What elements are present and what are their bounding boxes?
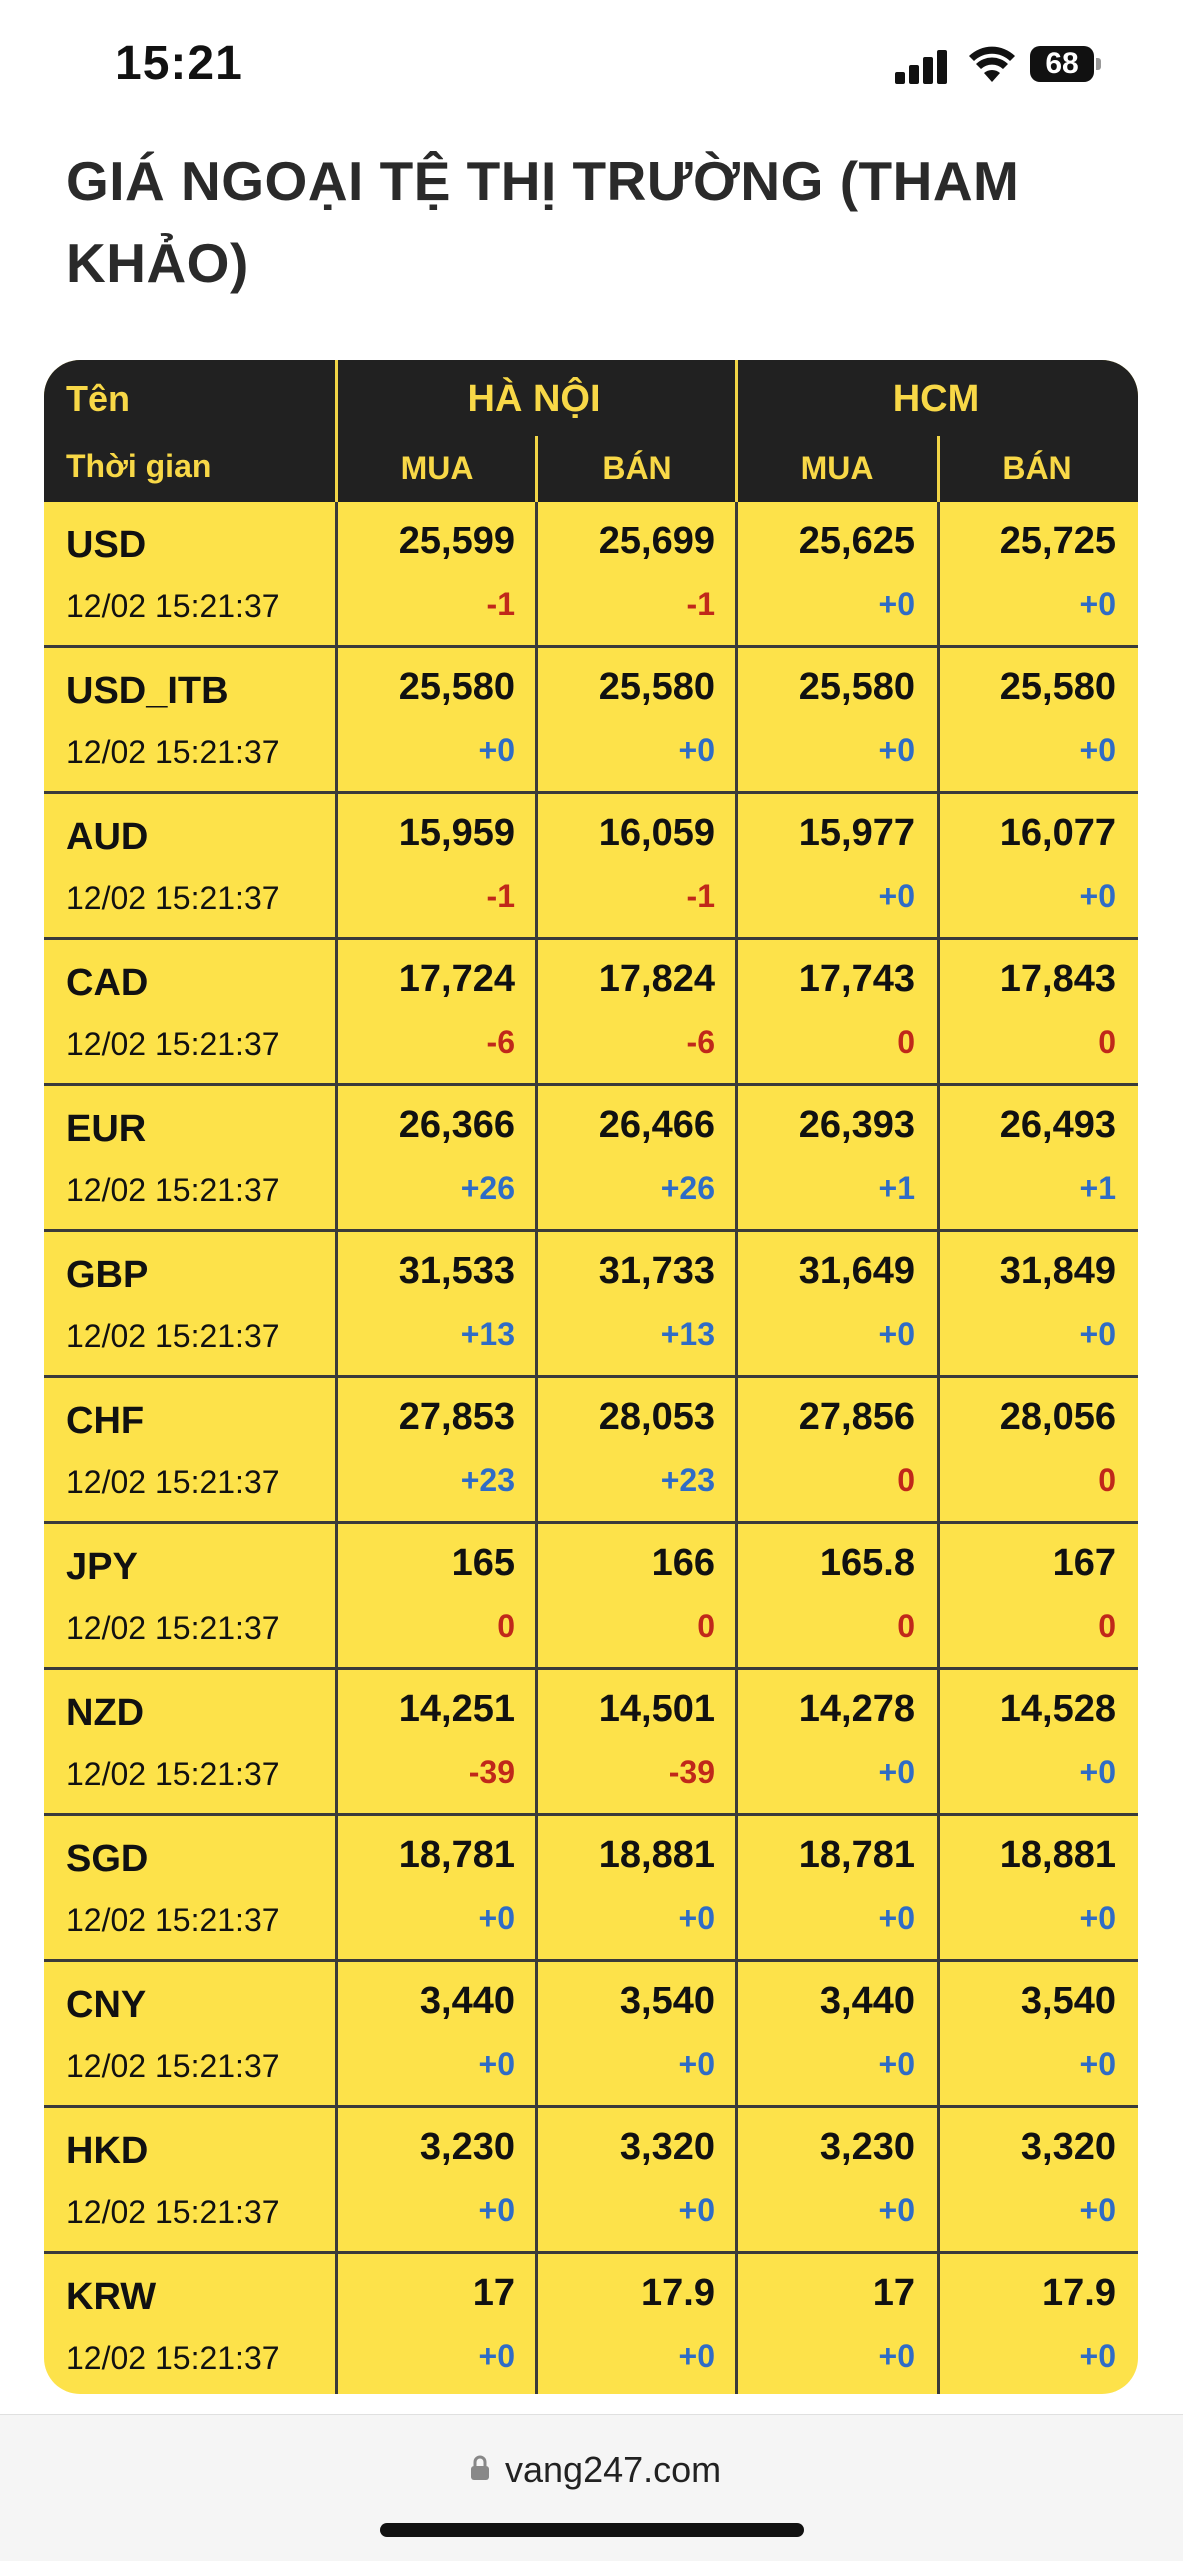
hn-buy-change: -6 bbox=[486, 1024, 515, 1060]
exchange-rate-table bbox=[44, 360, 1138, 2394]
table-row bbox=[44, 502, 1138, 648]
hcm-buy-change: 0 bbox=[897, 1462, 915, 1498]
update-time: 12/02 15:21:37 bbox=[66, 1464, 280, 1500]
update-time: 12/02 15:21:37 bbox=[66, 2048, 280, 2084]
currency-code: AUD bbox=[66, 816, 149, 858]
table-row bbox=[44, 940, 1138, 1086]
hcm-buy-change: +0 bbox=[878, 586, 915, 622]
hcm-sell-change: 0 bbox=[1098, 1462, 1116, 1498]
header-time: Thời gian bbox=[66, 448, 212, 484]
hn-buy-change: -39 bbox=[468, 1754, 515, 1790]
currency-code: KRW bbox=[66, 2276, 157, 2318]
currency-code: USD_ITB bbox=[66, 670, 229, 712]
hn-sell-price: 16,059 bbox=[598, 812, 715, 854]
hcm-sell-price: 17.9 bbox=[1042, 2272, 1116, 2314]
hcm-buy-price: 165.8 bbox=[819, 1542, 915, 1584]
hn-buy-change: +0 bbox=[478, 1900, 515, 1936]
hn-sell-change: +23 bbox=[660, 1462, 715, 1498]
update-time: 12/02 15:21:37 bbox=[66, 1610, 280, 1646]
header-name: Tên bbox=[66, 378, 131, 419]
hn-buy-change: -1 bbox=[486, 586, 515, 622]
hn-sell-price: 17,824 bbox=[598, 958, 715, 1000]
hn-sell-change: +0 bbox=[678, 1900, 715, 1936]
table-row bbox=[44, 648, 1138, 794]
hcm-buy-change: +0 bbox=[878, 878, 915, 914]
hn-buy-price: 17,724 bbox=[398, 958, 515, 1000]
hcm-sell-price: 18,881 bbox=[999, 1834, 1116, 1876]
hn-sell-change: +13 bbox=[660, 1316, 715, 1352]
hcm-sell-change: 0 bbox=[1098, 1024, 1116, 1060]
hn-sell-price: 3,320 bbox=[619, 2126, 715, 2168]
table-header bbox=[44, 360, 1138, 502]
wifi-icon bbox=[968, 44, 1016, 84]
hn-sell-price: 18,881 bbox=[598, 1834, 715, 1876]
header-hanoi-buy: MUA bbox=[400, 450, 474, 486]
hcm-buy-price: 18,781 bbox=[798, 1834, 915, 1876]
hcm-sell-change: +0 bbox=[1079, 1316, 1116, 1352]
hcm-buy-price: 26,393 bbox=[798, 1104, 915, 1146]
update-time: 12/02 15:21:37 bbox=[66, 1902, 280, 1938]
hcm-sell-change: +1 bbox=[1079, 1170, 1116, 1206]
hcm-sell-price: 17,843 bbox=[999, 958, 1116, 1000]
hn-buy-change: +0 bbox=[478, 732, 515, 768]
update-time: 12/02 15:21:37 bbox=[66, 2340, 280, 2376]
header-hcm-buy: MUA bbox=[800, 450, 874, 486]
page-title: GIÁ NGOẠI TỆ THỊ TRƯỜNG (THAM KHẢO) bbox=[66, 150, 1020, 294]
battery-icon bbox=[1030, 46, 1100, 82]
hn-buy-price: 14,251 bbox=[398, 1688, 515, 1730]
hcm-sell-price: 31,849 bbox=[999, 1250, 1116, 1292]
hcm-buy-change: +0 bbox=[878, 2192, 915, 2228]
table-row bbox=[44, 1816, 1138, 1962]
table-row bbox=[44, 1378, 1138, 1524]
hcm-buy-price: 31,649 bbox=[798, 1250, 915, 1292]
hcm-buy-change: +0 bbox=[878, 732, 915, 768]
hcm-buy-price: 17 bbox=[872, 2272, 915, 2314]
browser-url-bar[interactable] bbox=[0, 2414, 1183, 2561]
lock-icon bbox=[470, 2455, 490, 2481]
hn-buy-price: 25,580 bbox=[398, 666, 515, 708]
hcm-buy-price: 25,580 bbox=[798, 666, 915, 708]
hn-sell-change: +26 bbox=[660, 1170, 715, 1206]
cellular-signal-icon bbox=[895, 48, 955, 84]
hn-buy-price: 3,230 bbox=[419, 2126, 515, 2168]
currency-code: CHF bbox=[66, 1400, 145, 1442]
status-bar bbox=[0, 0, 1183, 130]
table-row bbox=[44, 2254, 1138, 2394]
hn-buy-price: 15,959 bbox=[398, 812, 515, 854]
hcm-buy-change: 0 bbox=[897, 1024, 915, 1060]
hn-buy-change: +0 bbox=[478, 2046, 515, 2082]
hcm-buy-change: +0 bbox=[878, 2338, 915, 2374]
hcm-buy-price: 25,625 bbox=[798, 520, 915, 562]
update-time: 12/02 15:21:37 bbox=[66, 1318, 280, 1354]
table-row bbox=[44, 1962, 1138, 2108]
hn-sell-price: 26,466 bbox=[598, 1104, 715, 1146]
hn-buy-change: +0 bbox=[478, 2192, 515, 2228]
hn-buy-change: +26 bbox=[460, 1170, 515, 1206]
table-row bbox=[44, 794, 1138, 940]
header-hcm-sell: BÁN bbox=[1002, 450, 1072, 486]
hcm-sell-change: +0 bbox=[1079, 878, 1116, 914]
hcm-buy-change: +0 bbox=[878, 1316, 915, 1352]
currency-code: NZD bbox=[66, 1692, 145, 1734]
hn-buy-price: 17 bbox=[472, 2272, 515, 2314]
hcm-buy-price: 14,278 bbox=[798, 1688, 915, 1730]
hcm-buy-change: +0 bbox=[878, 2046, 915, 2082]
header-hanoi-sell: BÁN bbox=[602, 450, 672, 486]
hn-buy-change: +23 bbox=[460, 1462, 515, 1498]
hcm-sell-price: 25,580 bbox=[999, 666, 1116, 708]
update-time: 12/02 15:21:37 bbox=[66, 734, 280, 770]
hcm-sell-price: 3,540 bbox=[1020, 1980, 1116, 2022]
hn-buy-price: 31,533 bbox=[398, 1250, 515, 1292]
update-time: 12/02 15:21:37 bbox=[66, 588, 280, 624]
update-time: 12/02 15:21:37 bbox=[66, 1172, 280, 1208]
hcm-sell-change: +0 bbox=[1079, 2338, 1116, 2374]
hn-sell-price: 166 bbox=[651, 1542, 715, 1584]
header-region-hcm: HCM bbox=[892, 378, 980, 420]
hcm-buy-price: 15,977 bbox=[798, 812, 915, 854]
hn-sell-price: 25,699 bbox=[598, 520, 715, 562]
hcm-sell-change: +0 bbox=[1079, 586, 1116, 622]
hn-sell-change: +0 bbox=[678, 2046, 715, 2082]
hcm-sell-price: 25,725 bbox=[999, 520, 1116, 562]
update-time: 12/02 15:21:37 bbox=[66, 880, 280, 916]
currency-code: HKD bbox=[66, 2130, 149, 2172]
hn-sell-price: 31,733 bbox=[598, 1250, 715, 1292]
table-row bbox=[44, 1670, 1138, 1816]
hn-sell-change: -39 bbox=[668, 1754, 715, 1790]
hcm-buy-change: +0 bbox=[878, 1754, 915, 1790]
currency-code: CNY bbox=[66, 1984, 147, 2026]
hcm-sell-price: 3,320 bbox=[1020, 2126, 1116, 2168]
hn-buy-price: 165 bbox=[451, 1542, 515, 1584]
hcm-sell-price: 167 bbox=[1052, 1542, 1116, 1584]
currency-code: EUR bbox=[66, 1108, 147, 1150]
hcm-buy-price: 3,440 bbox=[819, 1980, 915, 2022]
hn-sell-price: 17.9 bbox=[641, 2272, 715, 2314]
hcm-sell-change: +0 bbox=[1079, 732, 1116, 768]
home-indicator[interactable] bbox=[380, 2523, 804, 2537]
hcm-sell-change: 0 bbox=[1098, 1608, 1116, 1644]
hn-buy-change: +13 bbox=[460, 1316, 515, 1352]
hn-buy-price: 18,781 bbox=[398, 1834, 515, 1876]
hn-sell-price: 14,501 bbox=[598, 1688, 715, 1730]
hn-buy-change: -1 bbox=[486, 878, 515, 914]
hn-sell-change: -6 bbox=[686, 1024, 715, 1060]
hn-sell-price: 25,580 bbox=[598, 666, 715, 708]
hcm-buy-change: +0 bbox=[878, 1900, 915, 1936]
hn-sell-price: 3,540 bbox=[619, 1980, 715, 2022]
hn-sell-change: 0 bbox=[697, 1608, 715, 1644]
hcm-sell-price: 28,056 bbox=[999, 1396, 1116, 1438]
hcm-buy-price: 17,743 bbox=[798, 958, 915, 1000]
url-text: vang247.com bbox=[505, 2449, 722, 2490]
update-time: 12/02 15:21:37 bbox=[66, 1026, 280, 1062]
currency-code: JPY bbox=[66, 1546, 138, 1588]
hn-buy-change: 0 bbox=[497, 1608, 515, 1644]
table-row bbox=[44, 1086, 1138, 1232]
hcm-sell-change: +0 bbox=[1079, 1754, 1116, 1790]
hn-sell-change: -1 bbox=[686, 878, 715, 914]
hn-sell-price: 28,053 bbox=[598, 1396, 715, 1438]
hn-sell-change: +0 bbox=[678, 732, 715, 768]
currency-code: CAD bbox=[66, 962, 149, 1004]
table-row bbox=[44, 1232, 1138, 1378]
hn-sell-change: +0 bbox=[678, 2192, 715, 2228]
hn-buy-price: 27,853 bbox=[398, 1396, 515, 1438]
currency-code: USD bbox=[66, 524, 147, 566]
hn-buy-price: 25,599 bbox=[398, 520, 515, 562]
hn-sell-change: -1 bbox=[686, 586, 715, 622]
currency-code: SGD bbox=[66, 1838, 149, 1880]
update-time: 12/02 15:21:37 bbox=[66, 1756, 280, 1792]
hn-buy-price: 3,440 bbox=[419, 1980, 515, 2022]
hn-buy-change: +0 bbox=[478, 2338, 515, 2374]
hcm-sell-price: 26,493 bbox=[999, 1104, 1116, 1146]
hcm-buy-price: 3,230 bbox=[819, 2126, 915, 2168]
hcm-sell-change: +0 bbox=[1079, 2192, 1116, 2228]
currency-code: GBP bbox=[66, 1254, 149, 1296]
hcm-sell-change: +0 bbox=[1079, 2046, 1116, 2082]
header-region-hanoi: HÀ NỘI bbox=[467, 378, 601, 420]
hcm-buy-change: 0 bbox=[897, 1608, 915, 1644]
battery-level: 68 bbox=[1030, 46, 1094, 82]
status-time: 15:21 bbox=[115, 37, 243, 90]
hcm-sell-change: +0 bbox=[1079, 1900, 1116, 1936]
hcm-sell-price: 16,077 bbox=[999, 812, 1116, 854]
hcm-sell-price: 14,528 bbox=[999, 1688, 1116, 1730]
hn-buy-price: 26,366 bbox=[398, 1104, 515, 1146]
update-time: 12/02 15:21:37 bbox=[66, 2194, 280, 2230]
hcm-buy-price: 27,856 bbox=[798, 1396, 915, 1438]
table-row bbox=[44, 2108, 1138, 2254]
hcm-buy-change: +1 bbox=[878, 1170, 915, 1206]
hn-sell-change: +0 bbox=[678, 2338, 715, 2374]
table-row bbox=[44, 1524, 1138, 1670]
